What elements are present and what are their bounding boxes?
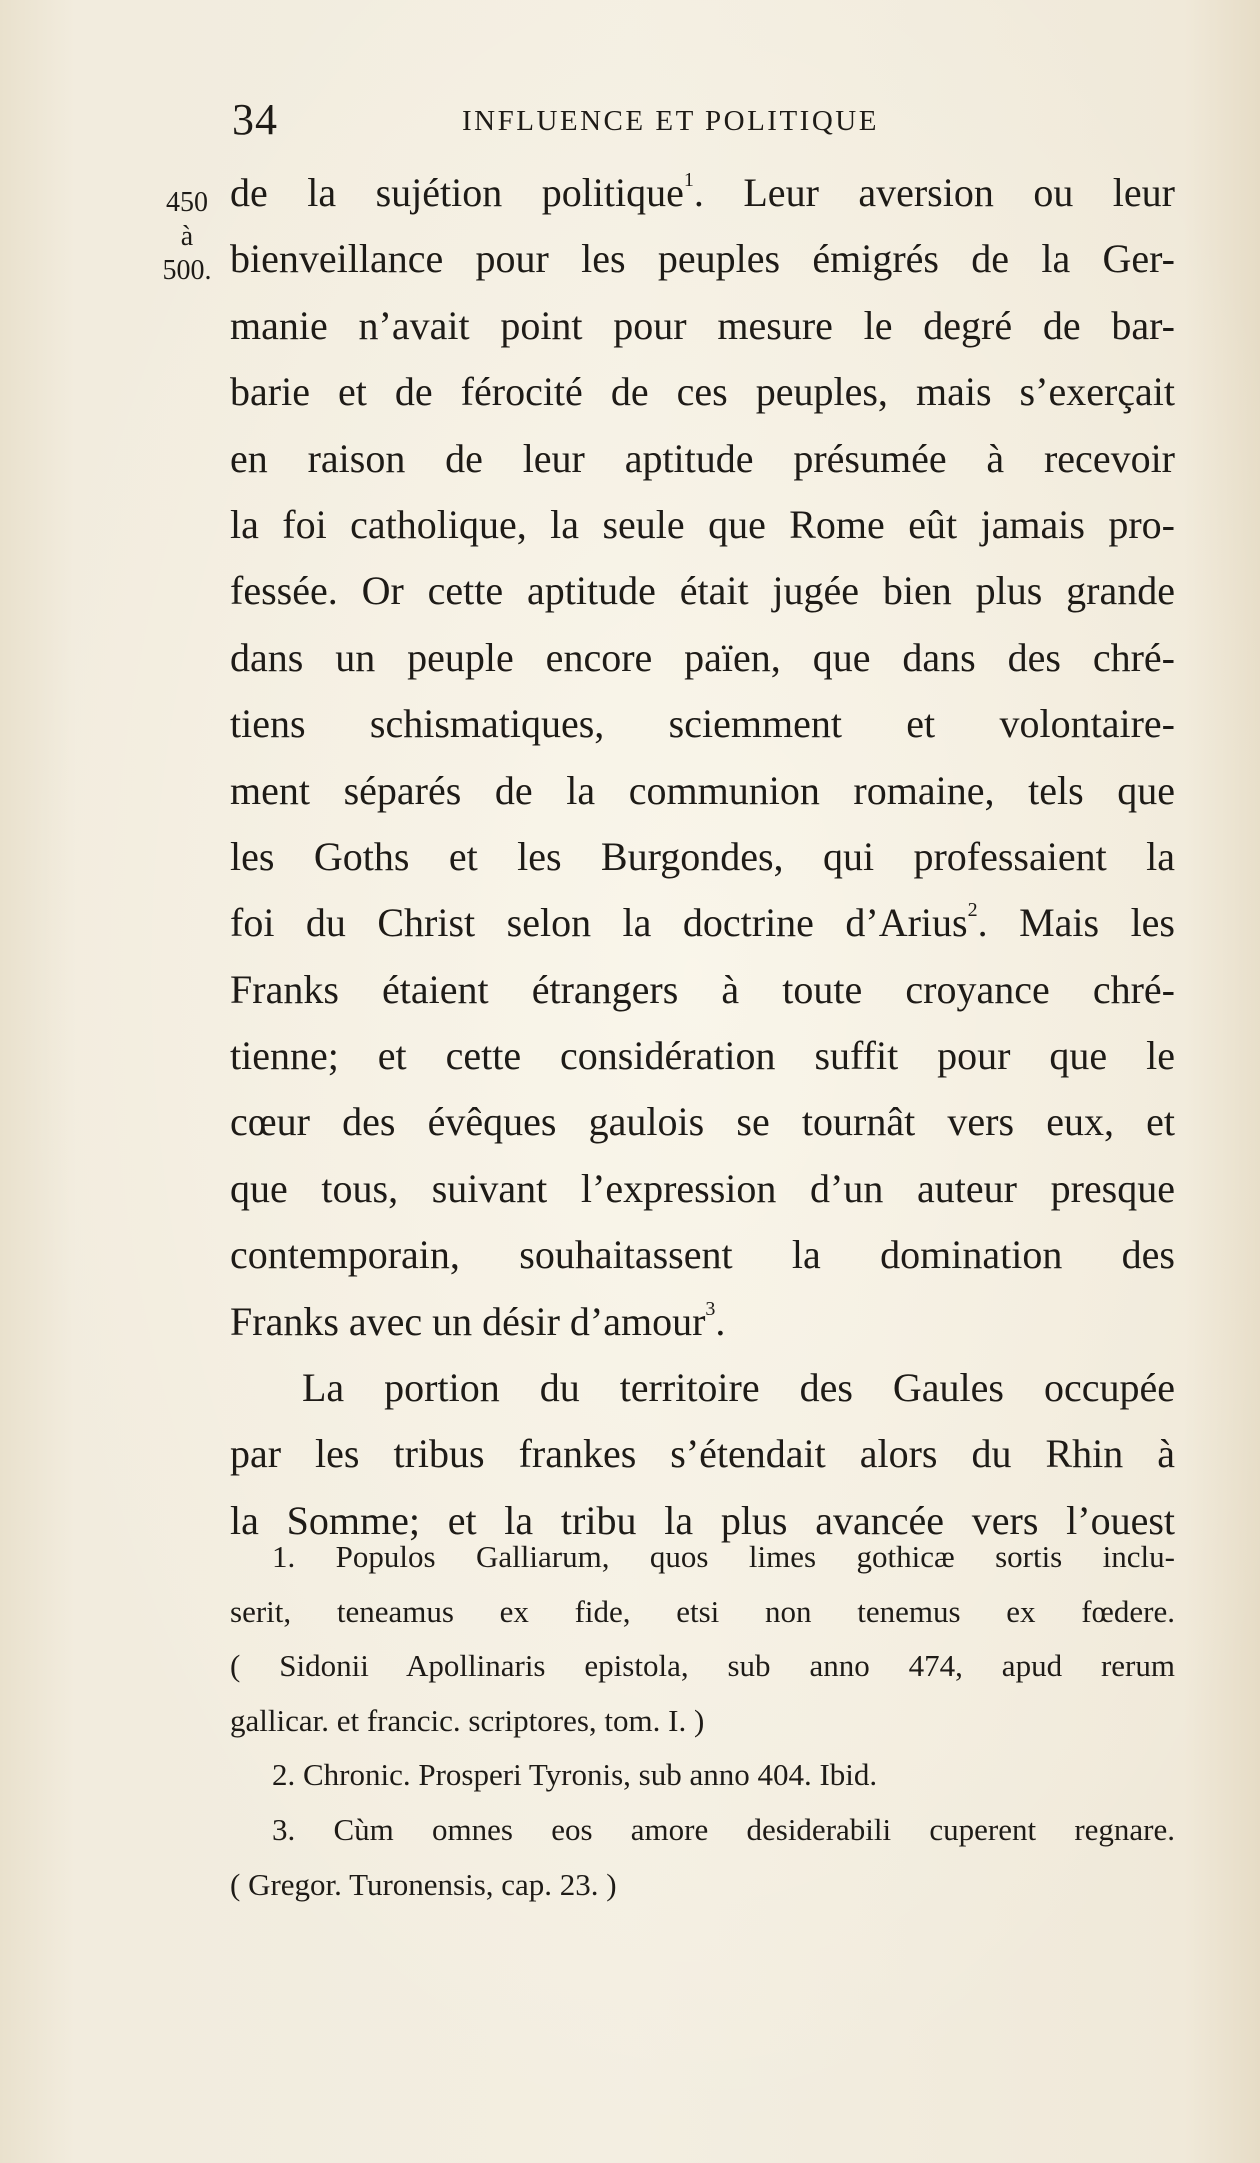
margin-date-end: 500.: [162, 255, 212, 286]
footnote-line: serit, teneamus ex fide, etsi non tenemus ex fœdere.: [230, 1593, 1175, 1629]
footnote-3: [230, 1803, 1175, 1912]
text-line: que tous, suivant l’expression d’un auteur presque: [230, 1165, 1175, 1211]
text-line: tiens schismatiques, sciemment et volontaire-: [230, 701, 1175, 747]
body-text: [230, 160, 1175, 1554]
margin-date-separator: à: [180, 221, 194, 252]
text-line: contemporain, souhaitassent la domination des: [230, 1232, 1175, 1278]
page-title: INFLUENCE ET POLITIQUE: [462, 105, 879, 137]
text-line: dans un peuple encore païen, que dans des chré-: [230, 634, 1175, 680]
margin-date-range: [152, 186, 222, 288]
footnote-2: [230, 1748, 1175, 1803]
text-line: Franks étaient étrangers à toute croyance chré-: [230, 966, 1175, 1012]
text-line: Franks avec un désir d’amour$^3$.: [230, 1297, 726, 1344]
running-head: [232, 92, 1052, 152]
text-line: par les tribus frankes s’étendait alors du Rhin à: [230, 1431, 1175, 1477]
text-line: la foi catholique, la seule que Rome eût jamais pro-: [230, 501, 1175, 547]
text-line: la Somme; et la tribu la plus avancée vers l’ouest: [230, 1497, 1175, 1543]
footnote-line: 1. Populos Galliarum, quos limes gothicæ sortis inclu-: [272, 1539, 1175, 1574]
footnote-line: ( Gregor. Turonensis, cap. 23. ): [230, 1866, 617, 1902]
page-number: 34: [232, 95, 278, 144]
footnotes: [230, 1530, 1175, 1912]
text-line: bienveillance pour les peuples émigrés de la Ger-: [230, 236, 1175, 282]
margin-date-start: 450: [166, 187, 208, 218]
text-line: en raison de leur aptitude présumée à recevoir: [230, 435, 1175, 481]
text-line: cœur des évêques gaulois se tournât vers eux, et: [230, 1099, 1175, 1145]
text-line: fessée. Or cette aptitude était jugée bien plus grande: [230, 568, 1175, 614]
footnote-line: ( Sidonii Apollinaris epistola, sub anno 474, apud rerum: [230, 1648, 1175, 1684]
text-line: barie et de férocité de ces peuples, mais s’exerçait: [230, 369, 1175, 415]
footnote-1: [230, 1530, 1175, 1748]
footnote-ref: 1: [683, 169, 694, 191]
text-line: manie n’avait point pour mesure le degré de bar-: [230, 302, 1175, 348]
text-line: de la sujétion politique$^1$. Leur aversion ou leur: [230, 169, 1175, 215]
text-line: foi du Christ selon la doctrine d’Arius$^2$. Mais les: [230, 899, 1175, 946]
text-line: ment séparés de la communion romaine, tels que: [230, 767, 1175, 813]
text-line: tienne; et cette considération suffit pour que le: [230, 1033, 1175, 1079]
footnote-line: gallicar. et francic. scriptores, tom. I. ): [230, 1702, 705, 1738]
text-line: La portion du territoire des Gaules occupée: [302, 1365, 1175, 1411]
footnote-line: 2. Chronic. Prosperi Tyronis, sub anno 404. Ibid.: [272, 1757, 878, 1793]
footnote-line: 3. Cùm omnes eos amore desiderabili cuperent regnare.: [272, 1811, 1175, 1847]
text-line: les Goths et les Burgondes, qui professaient la: [230, 833, 1175, 879]
footnote-ref: 3: [705, 1297, 716, 1320]
footnote-ref: 2: [967, 899, 978, 922]
